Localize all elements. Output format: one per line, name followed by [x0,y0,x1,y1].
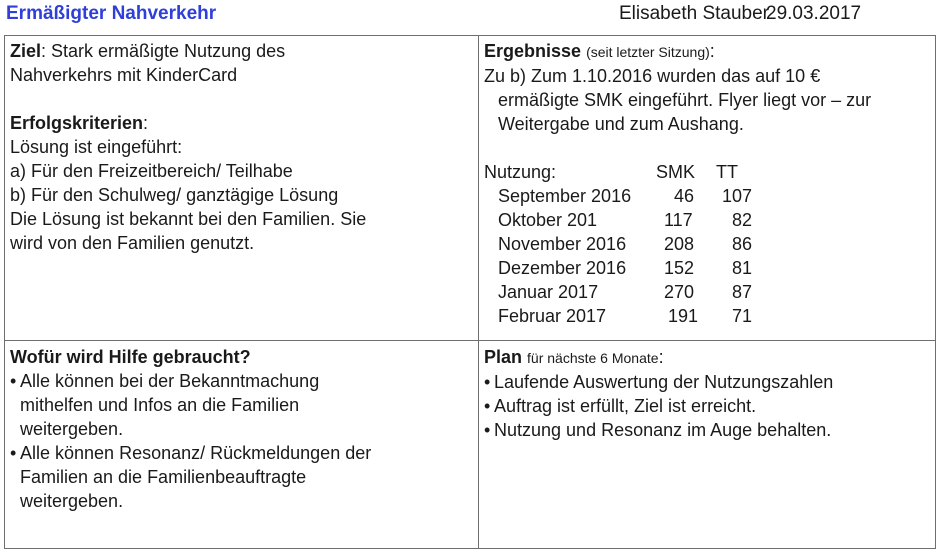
usage-col-smk: SMK [656,162,696,182]
plan-item [484,394,932,418]
spacer [484,136,932,160]
usage-month: Februar 2017 [498,306,607,326]
plan-colon: : [658,347,664,367]
usage-tt-value: 71 [732,306,753,326]
document-date: 29.03.2017 [766,3,862,24]
usage-smk-value: 46 [674,186,695,206]
results-text-1: Zu b) Zum 1.10.2016 wurden das auf 10 € [484,66,821,86]
results-label: Ergebnisse [484,41,582,61]
plan-label: Plan [484,347,523,367]
plan-item-text: Nutzung und Resonanz im Auge behalten. [494,420,832,440]
bullet-icon: • [10,371,17,391]
plan-cell [484,345,932,442]
usage-header-row [484,160,756,184]
document-title: Ermäßigter Nahverkehr [6,3,217,24]
help-item-line: Alle können bei der Bekanntmachung [20,371,320,391]
bullet-icon: • [484,420,491,440]
help-item-line: weitergeben. [20,419,124,439]
usage-label: Nutzung: [484,162,557,182]
usage-month: September 2016 [498,186,632,206]
help-item-line: mithelfen und Infos an die Familien [20,395,300,415]
goal-line [10,39,472,63]
goal-text-1: : Stark ermäßigte Nutzung des [41,41,286,61]
criteria-line: Lösung ist eingeführt: [10,137,183,157]
plan-subtitle: für nächste 6 Monate [527,350,659,366]
usage-smk-value: 117 [664,210,693,230]
help-item-line: Alle können Resonanz/ Rückmeldungen der [20,443,372,463]
plan-item [484,418,932,442]
success-criteria-label: Erfolgskriterien [10,113,144,133]
usage-smk-value: 152 [664,258,695,278]
usage-tt-value: 82 [732,210,753,230]
usage-tt-value: 107 [722,186,753,206]
results-text-3: Weitergabe und zum Aushang. [498,114,744,134]
usage-smk-value: 270 [664,282,695,302]
usage-month: Dezember 2016 [498,258,627,278]
usage-smk-value: 191 [668,306,699,326]
usage-month: November 2016 [498,234,627,254]
usage-row [484,280,756,304]
plan-item-text: Laufende Auswertung der Nutzungszahlen [494,372,834,392]
row-divider [5,340,935,341]
usage-row [484,256,756,280]
criteria-line: Die Lösung ist bekannt bei den Familien. Sie [10,209,367,229]
bullet-icon: • [484,396,491,416]
help-item [10,441,472,513]
criteria-line: a) Für den Freizeitbereich/ Teilhabe [10,161,293,181]
document-header [0,0,945,32]
bullet-icon: • [10,443,17,463]
results-text-2: ermäßigte SMK eingeführt. Flyer liegt vor – zur [498,90,872,110]
usage-row [484,232,756,256]
plan-item [484,370,932,394]
help-item-line: Familien an die Familienbeauftragte [20,467,307,487]
help-item [10,369,472,441]
usage-col-tt: TT [716,162,738,182]
usage-row [484,304,756,328]
results-colon: : [709,41,715,61]
plan-heading [484,345,932,370]
usage-tt-value: 87 [732,282,753,302]
criteria-line: b) Für den Schulweg/ ganztägige Lösung [10,185,339,205]
success-criteria-heading [10,111,472,135]
plan-item-text: Auftrag ist erfüllt, Ziel ist erreicht. [494,396,757,416]
spacer [10,87,472,111]
results-subtitle: (seit letzter Sitzung) [586,44,710,60]
usage-smk-value: 208 [664,234,695,254]
usage-row [484,208,756,232]
bullet-icon: • [484,372,491,392]
goal-text-2: Nahverkehrs mit KinderCard [10,65,238,85]
results-heading [484,39,932,64]
results-cell [484,39,932,328]
usage-table [484,160,756,328]
help-item-line: weitergeben. [20,491,124,511]
usage-tt-value: 81 [732,258,753,278]
report-grid [4,35,936,549]
usage-month: Oktober 201 [498,210,598,230]
criteria-line: wird von den Familien genutzt. [10,233,255,253]
usage-month: Januar 2017 [498,282,599,302]
column-divider [478,36,479,548]
success-criteria-colon: : [143,113,149,133]
help-heading: Wofür wird Hilfe gebraucht? [10,347,251,367]
goal-cell [10,39,472,255]
usage-tt-value: 86 [732,234,753,254]
author-name: Elisabeth Stauber [619,3,769,24]
usage-row [484,184,756,208]
help-cell [10,345,472,513]
goal-label: Ziel [10,41,42,61]
